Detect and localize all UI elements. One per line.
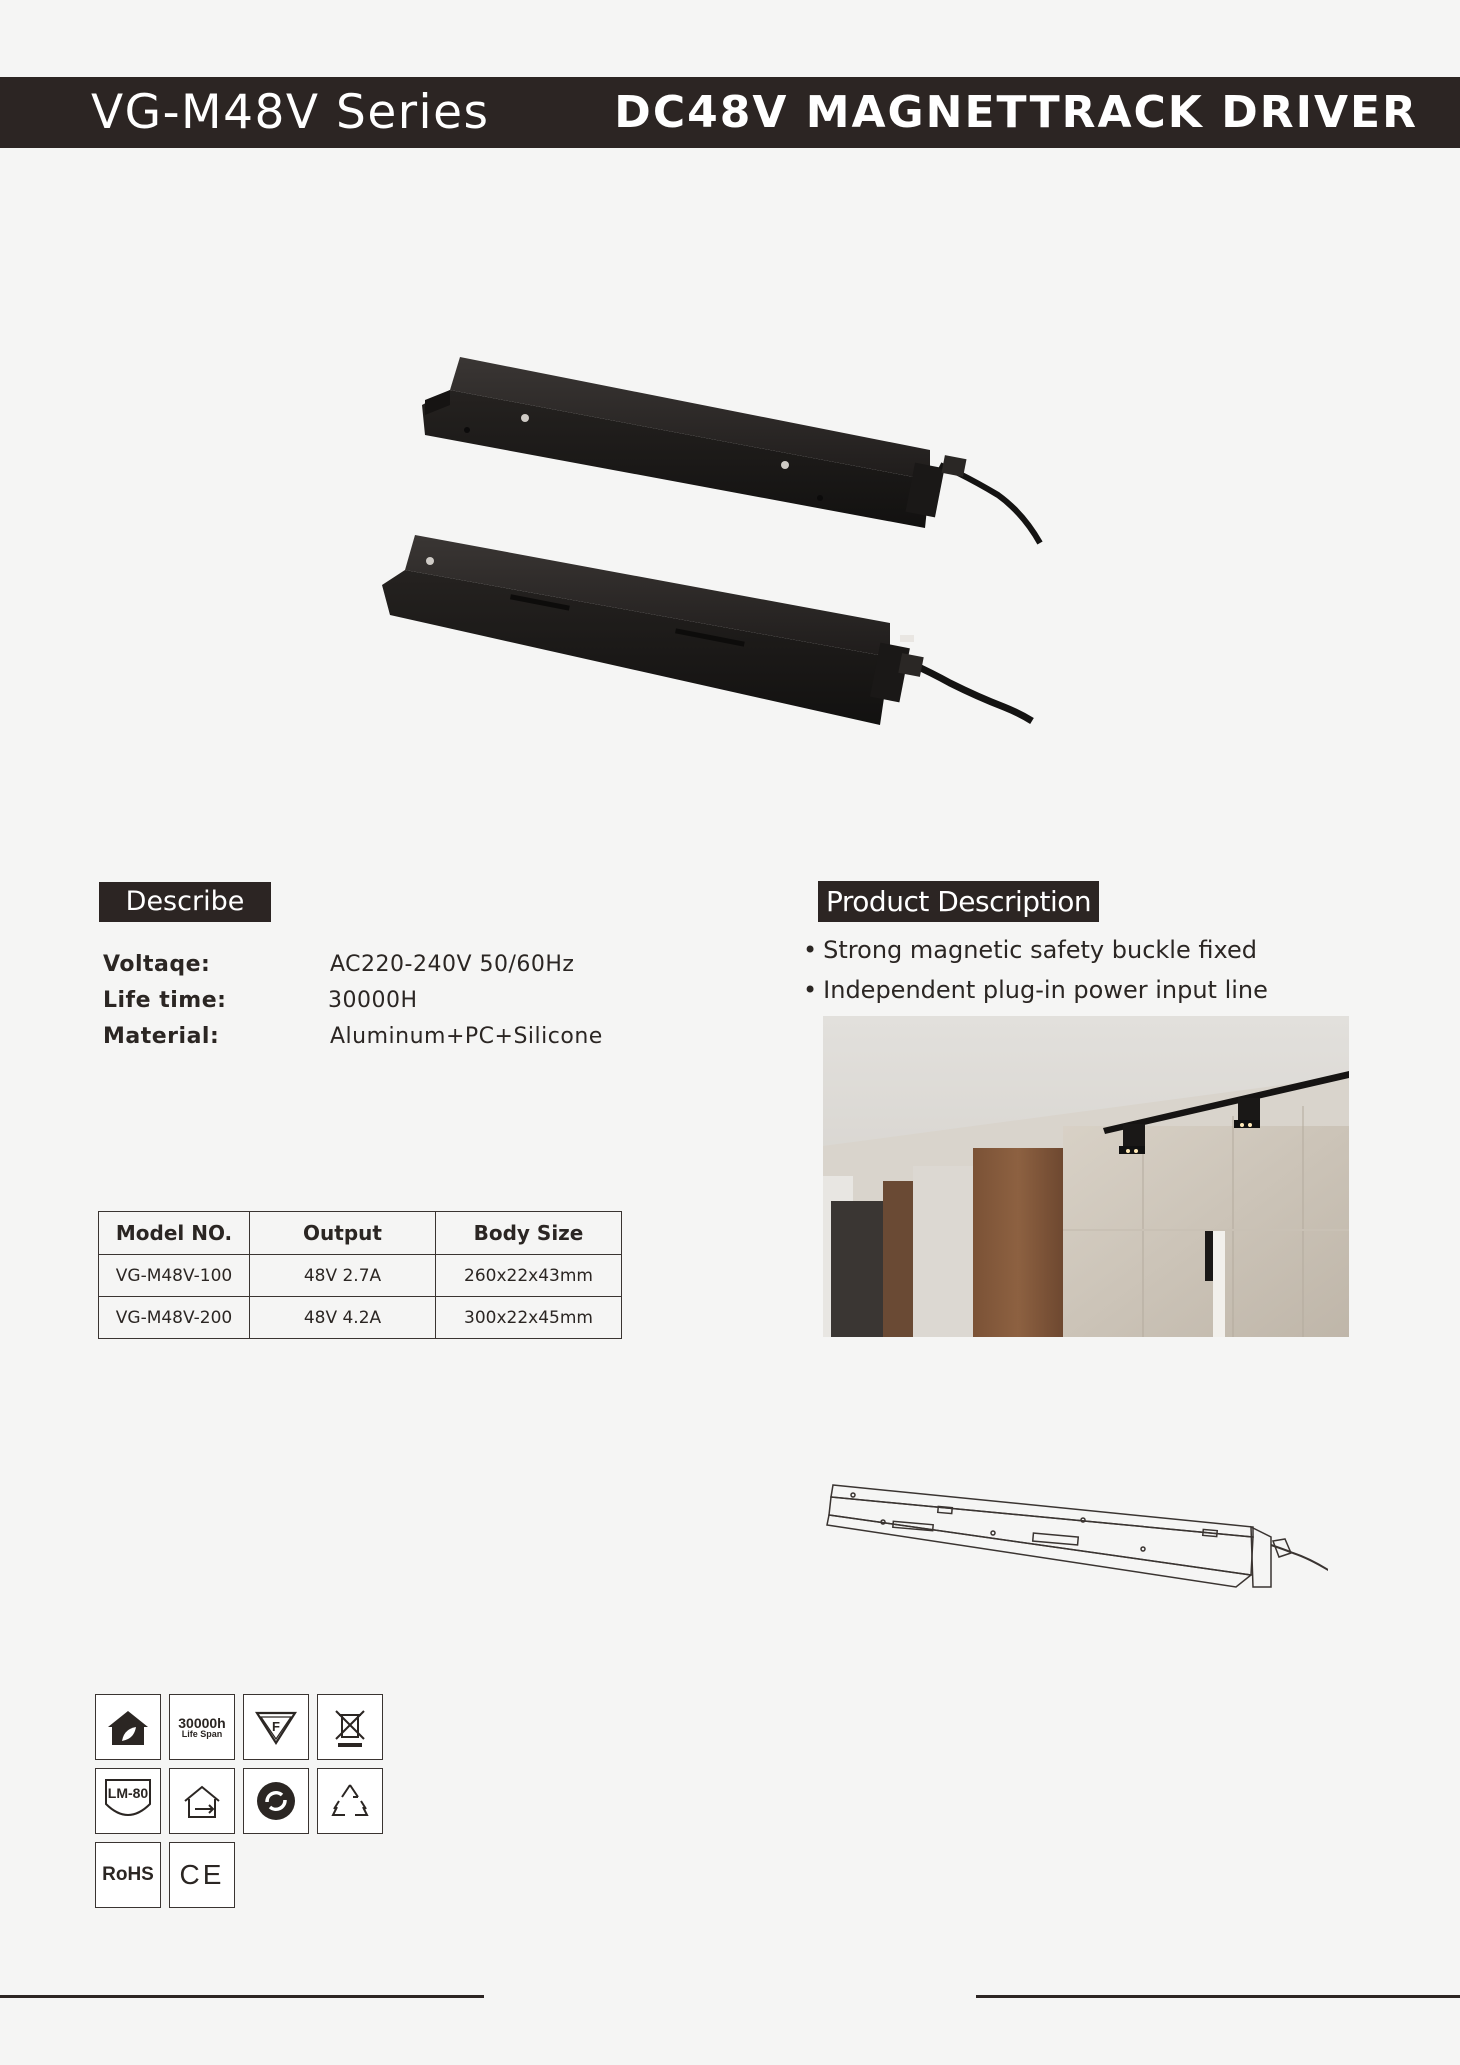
spec-value: Aluminum+PC+Silicone <box>330 1024 603 1049</box>
weee-bin-icon <box>317 1694 383 1760</box>
indoor-use-icon <box>95 1694 161 1760</box>
table-row <box>99 1255 622 1297</box>
spec-key: Life time: <box>103 988 227 1013</box>
spec-value: AC220-240V 50/60Hz <box>330 952 575 977</box>
header-band <box>0 77 1460 148</box>
recycle-icon <box>317 1768 383 1834</box>
table-cell: 48V 4.2A <box>250 1297 436 1339</box>
green-dot-icon <box>243 1768 309 1834</box>
spec-key: Material: <box>103 1024 220 1049</box>
product-description-label: Product Description <box>818 881 1099 922</box>
table-row <box>99 1297 622 1339</box>
ce-mark-icon: CE <box>169 1842 235 1908</box>
model-table <box>98 1211 622 1339</box>
describe-label: Describe <box>99 882 271 922</box>
feature-item: • Independent plug-in power input line <box>803 976 1268 1004</box>
lm-80-icon <box>95 1768 161 1834</box>
table-cell: 48V 2.7A <box>250 1255 436 1297</box>
table-cell: 300x22x45mm <box>436 1297 622 1339</box>
table-header-row <box>99 1212 622 1255</box>
feature-list <box>803 930 1268 1010</box>
footer-rule-right <box>976 1995 1460 1998</box>
product-title: DC48V MAGNETTRACK DRIVER <box>614 87 1418 138</box>
30000h-life-span-icon: 30000h Life Span <box>169 1694 235 1760</box>
column-header: Output <box>250 1212 436 1255</box>
column-header: Body Size <box>436 1212 622 1255</box>
table-cell: VG-M48V-100 <box>99 1255 250 1297</box>
spec-key: Voltaqe: <box>103 952 211 977</box>
series-title: VG-M48V Series <box>91 85 490 140</box>
table-cell: VG-M48V-200 <box>99 1297 250 1339</box>
application-photo <box>823 1016 1349 1337</box>
svg-text:LM-80: LM-80 <box>107 1785 149 1801</box>
footer-rule-left <box>0 1995 484 1998</box>
feature-item: • Strong magnetic safety buckle fixed <box>803 936 1257 964</box>
f-mark-icon <box>243 1694 309 1760</box>
svg-text:F: F <box>272 1719 280 1734</box>
table-cell: 260x22x43mm <box>436 1255 622 1297</box>
rohs-icon: RoHS <box>95 1842 161 1908</box>
class-ii-indoor-icon <box>169 1768 235 1834</box>
product-hero-image <box>370 345 1090 725</box>
column-header: Model NO. <box>99 1212 250 1255</box>
spec-value: 30000H <box>328 988 418 1013</box>
technical-line-drawing <box>823 1475 1328 1605</box>
